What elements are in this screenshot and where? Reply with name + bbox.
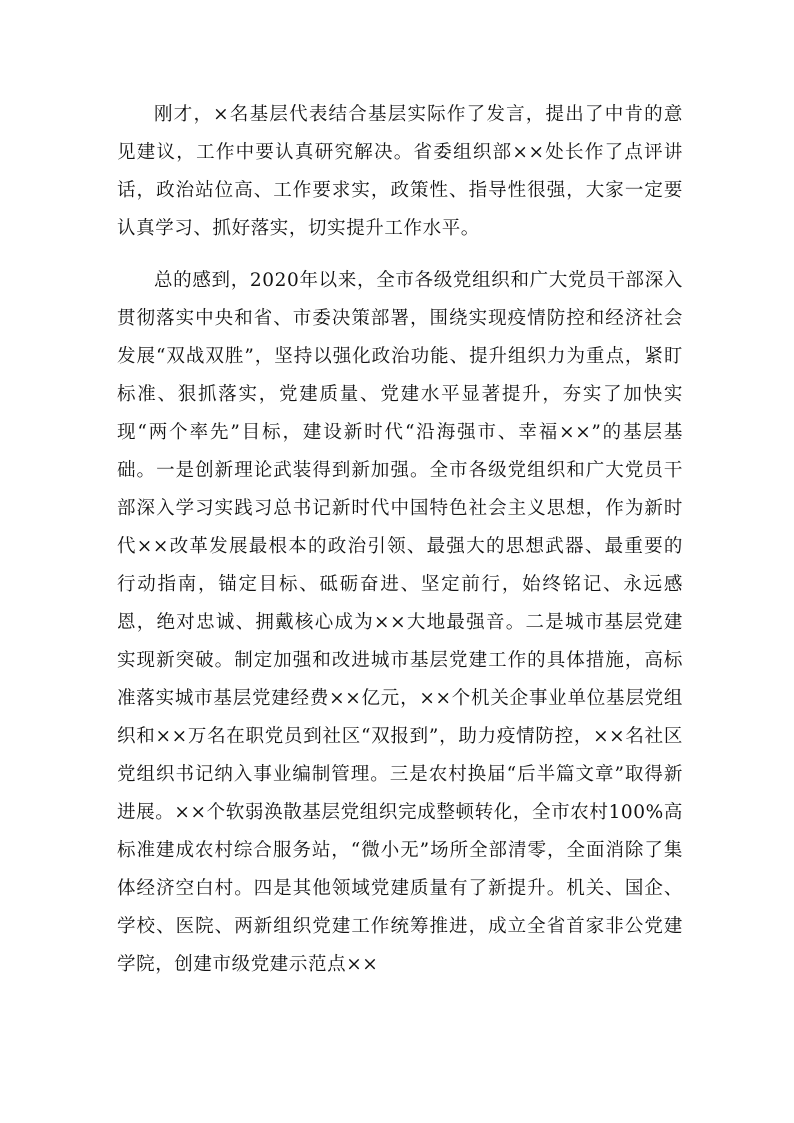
document-body	[117, 96, 683, 984]
paragraph-1: 刚才，×名基层代表结合基层实际作了发言，提出了中肯的意见建议，工作中要认真研究解决。省委组织部××处长作了点评讲话，政治站位高、工作要求实，政策性、指导性很强，大家一定要认真学习、抓好落实，切实提升工作水平。	[117, 104, 683, 239]
paragraph-2: 总的感到，2020年以来，全市各级党组织和广大党员干部深入贯彻落实中央和省、市委决策部署，围绕实现疫情防控和经济社会发展“双战双胜”，坚持以强化政治功能、提升组织力为重点，紧盯标准、狠抓落实，党建质量、党建水平显著提升，夯实了加快实现“两个率先”目标，建设新时代“沿海强市、幸福××”的基层基础。一是创新理论武装得到新加强。全市各级党组织和广大党员干部深入学习实践习总书记新时代中国特色社会主义思想，作为新时代××改革发展最根本的政治引领、最强大的思想武器、最重要的行动指南，锚定目标、砥砺奋进、坚定前行，始终铭记、永远感恩，绝对忠诚、拥戴核心成为××大地最强音。二是城市基层党建实现新突破。制定加强和改进城市基层党建工作的具体措施，高标准落实城市基层党建经费××亿元，××个机关企事业单位基层党组织和××万名在职党员到社区“双报到”，助力疫情防控，××名社区党组织书记纳入事业编制管理。三是农村换届“后半篇文章”取得新进展。××个软弱涣散基层党组织完成整顿转化，全市农村100%高标准建成农村综合服务站，“微小无”场所全部清零，全面消除了集体经济空白村。四是其他领域党建质量有了新提升。机关、国企、学校、医院、两新组织党建工作统筹推进，成立全省首家非公党建学院，创建市级党建示范点××	[117, 270, 683, 975]
